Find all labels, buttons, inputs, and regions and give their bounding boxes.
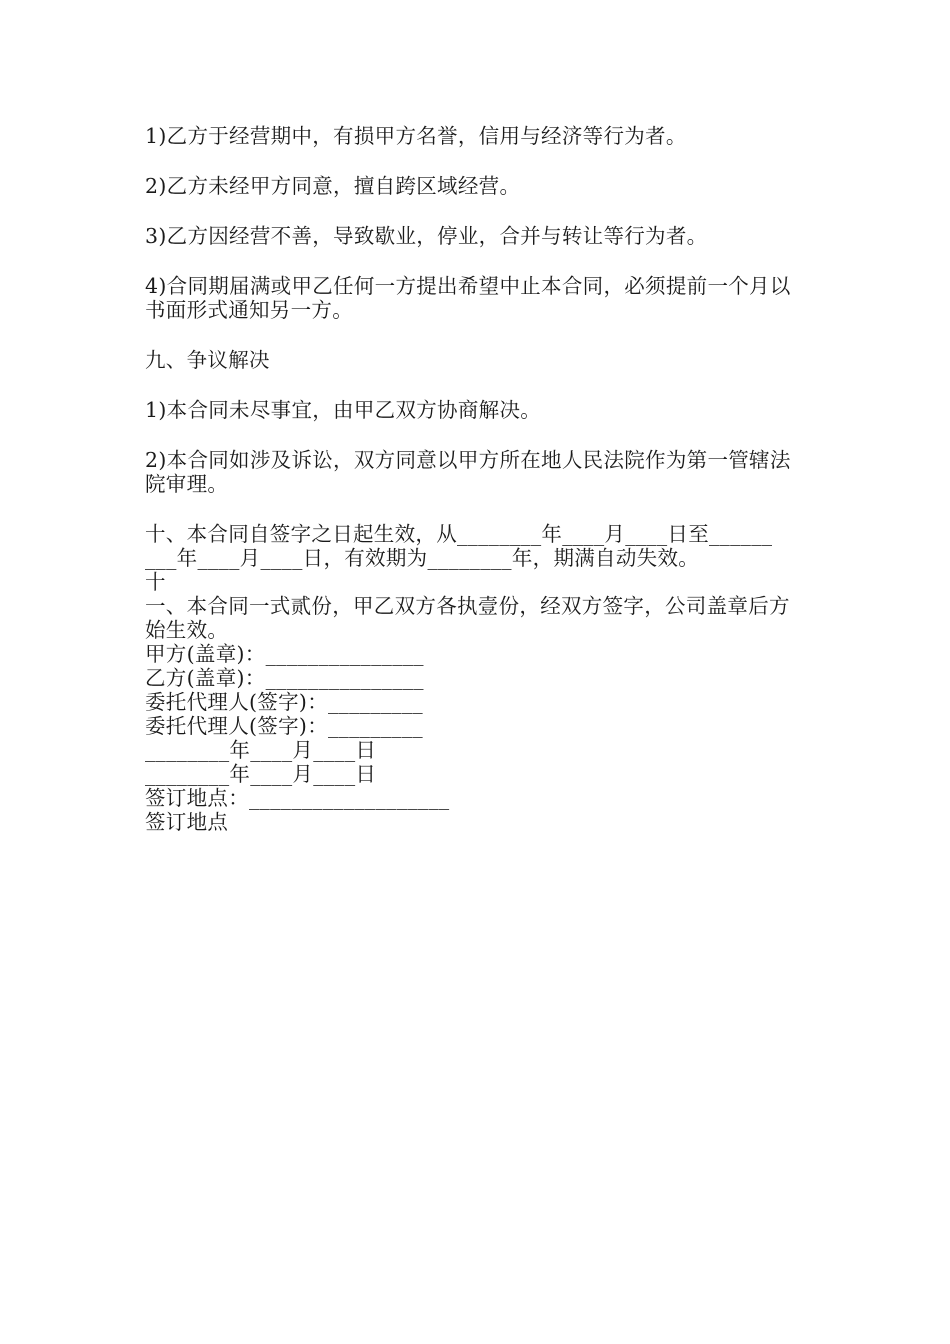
agent-signature-1: 委托代理人(签字)：_________ — [145, 690, 423, 714]
clause9-heading: 九、争议解决 — [145, 348, 270, 372]
clause11 — [145, 570, 810, 642]
document-page — [145, 124, 810, 834]
clause11-text: 一、本合同一式贰份，甲乙双方各执壹份，经双方签字，公司盖章后方始生效。 — [145, 594, 790, 642]
agent-signature-2: 委托代理人(签字)：_________ — [145, 714, 423, 738]
clause10-line1: 十、本合同自签字之日起生效，从________年____月____日至______ — [145, 522, 773, 546]
signature-block — [145, 642, 810, 834]
clause11-marker: 十 — [145, 570, 166, 594]
sign-date-2: ________年____月____日 — [145, 762, 377, 786]
clause8-item4: 4)合同期届满或甲乙任何一方提出希望中止本合同，必须提前一个月以书面形式通知另一方。 — [145, 274, 791, 322]
party-a-seal: 甲方(盖章)：_______________ — [145, 642, 424, 666]
clause8-item2: 2)乙方未经甲方同意，擅自跨区域经营。 — [145, 174, 521, 198]
party-b-seal: 乙方(盖章)：_______________ — [145, 666, 424, 690]
signing-place-1: 签订地点：___________________ — [145, 786, 450, 810]
clause8-item3: 3)乙方因经营不善，导致歇业，停业，合并与转让等行为者。 — [145, 224, 708, 248]
clause8-item1: 1)乙方于经营期中，有损甲方名誉，信用与经济等行为者。 — [145, 124, 687, 148]
signing-place-2: 签订地点 — [145, 810, 229, 834]
clause10-line2: ___年____月____日，有效期为________年，期满自动失效。 — [145, 546, 700, 570]
clause9-item1: 1)本合同未尽事宜，由甲乙双方协商解决。 — [145, 398, 542, 422]
clause9-item2: 2)本合同如涉及诉讼，双方同意以甲方所在地人民法院作为第一管辖法院审理。 — [145, 448, 791, 496]
clause10 — [145, 522, 810, 570]
sign-date-1: ________年____月____日 — [145, 738, 377, 762]
